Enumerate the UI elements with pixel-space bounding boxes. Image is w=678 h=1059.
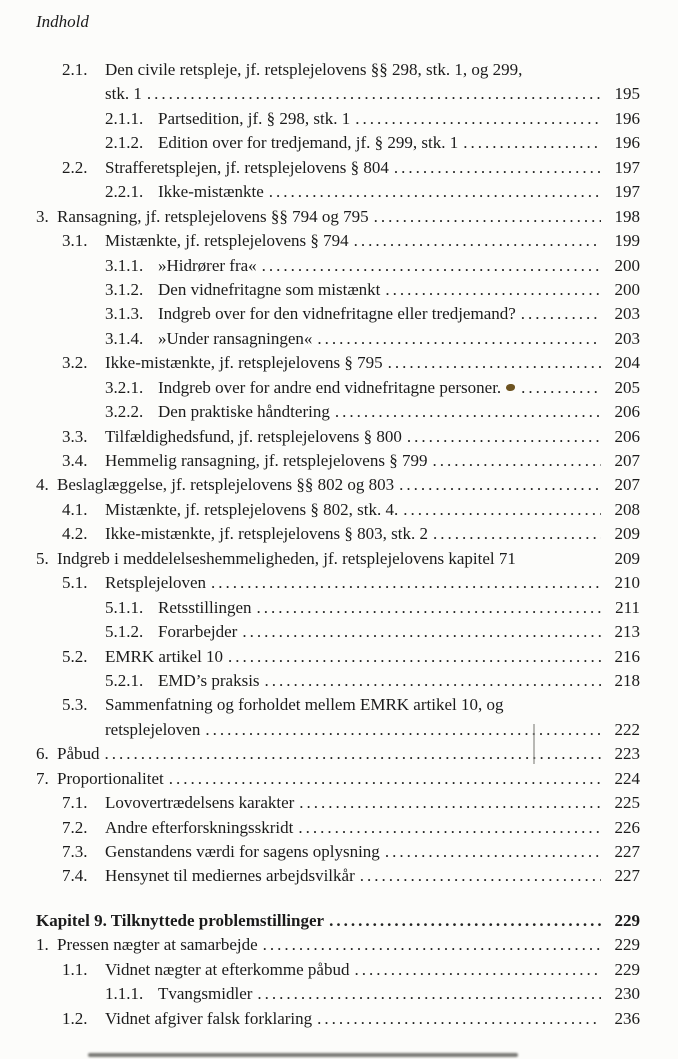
toc-row xyxy=(36,742,640,766)
toc-num: 3.1.2. xyxy=(105,279,144,299)
dot-leader xyxy=(374,205,601,229)
toc-num: 3. xyxy=(36,206,49,226)
toc-row xyxy=(36,278,640,302)
scan-edge-shadow xyxy=(88,1053,518,1057)
toc-title: Påbud xyxy=(57,744,100,764)
toc-title: Tvangsmidler xyxy=(158,984,253,1004)
toc-page: 224 xyxy=(614,768,640,788)
toc-page: 229 xyxy=(614,959,640,979)
toc-row xyxy=(36,596,640,620)
toc-num: 5.2. xyxy=(62,646,88,666)
toc-title: Lovovertrædelsens karakter xyxy=(105,793,295,813)
toc-num: 4. xyxy=(36,475,49,495)
toc-num: 5.1.2. xyxy=(105,622,144,642)
toc-title: Indgreb over for andre end vidnefritagne personer. xyxy=(158,377,502,397)
dot-leader xyxy=(205,718,601,742)
scan-artifact-line xyxy=(533,724,535,764)
toc-row xyxy=(36,693,640,717)
toc-title: Indgreb over for den vidnefritagne eller tredjemand? xyxy=(158,304,516,324)
toc-page: 225 xyxy=(614,793,640,813)
toc-num: 2.1.2. xyxy=(105,133,144,153)
toc-list xyxy=(36,58,640,1031)
toc-row xyxy=(36,767,640,791)
toc-page: 209 xyxy=(614,548,640,568)
toc-page: 203 xyxy=(614,328,640,348)
toc-page: 200 xyxy=(614,279,640,299)
toc-num: 3.1. xyxy=(62,231,88,251)
dot-leader xyxy=(394,156,601,180)
toc-title: Retsplejeloven xyxy=(105,573,207,593)
toc-title: Vidnet nægter at efterkomme påbud xyxy=(105,959,350,979)
dot-leader xyxy=(228,645,601,669)
toc-num: 6. xyxy=(36,744,49,764)
dot-leader xyxy=(388,351,601,375)
toc-row xyxy=(36,302,640,326)
toc-title: Sammenfatning og forholdet mellem EMRK artikel 10, og xyxy=(105,695,504,715)
toc-row xyxy=(36,473,640,497)
toc-row xyxy=(36,254,640,278)
toc-row xyxy=(36,522,640,546)
toc-title: Mistænkte, jf. retsplejelovens § 794 xyxy=(105,231,349,251)
toc-title: Indgreb i meddelelseshemmeligheden, jf. retsplejelovens kapitel 71 xyxy=(57,548,516,568)
toc-num: 1.1.1. xyxy=(105,984,144,1004)
dot-leader xyxy=(433,522,601,546)
toc-title: Partsedition, jf. § 298, stk. 1 xyxy=(158,108,351,128)
dot-leader xyxy=(211,571,601,595)
toc-page: 223 xyxy=(614,744,640,764)
toc-num: 3.1.3. xyxy=(105,304,144,324)
toc-title: stk. 1 xyxy=(105,84,142,104)
toc-row xyxy=(36,816,640,840)
toc-num: 7. xyxy=(36,768,49,788)
toc-row xyxy=(36,205,640,229)
toc-page: 197 xyxy=(614,182,640,202)
toc-row xyxy=(36,58,640,82)
toc-page: 213 xyxy=(614,622,640,642)
toc-title: Ikke-mistænkte, jf. retsplejelovens § 795 xyxy=(105,353,383,373)
toc-row xyxy=(36,131,640,155)
toc-num: 5.2.1. xyxy=(105,670,144,690)
toc-row xyxy=(36,933,640,957)
toc-num: 3.3. xyxy=(62,426,88,446)
toc-page: 207 xyxy=(614,475,640,495)
toc-title: Vidnet afgiver falsk forklaring xyxy=(105,1008,313,1028)
toc-title: Tilfældighedsfund, jf. retsplejelovens § 800 xyxy=(105,426,402,446)
dot-leader xyxy=(242,620,601,644)
dot-leader xyxy=(335,400,601,424)
toc-num: 7.2. xyxy=(62,817,88,837)
dot-leader xyxy=(521,376,601,400)
toc-page: 229 xyxy=(614,935,640,955)
toc-page: 227 xyxy=(614,842,640,861)
toc-page: 198 xyxy=(614,206,640,226)
toc-page: 227 xyxy=(614,866,640,886)
toc-page: 206 xyxy=(614,402,640,422)
toc-row xyxy=(36,327,640,351)
dot-leader xyxy=(262,254,601,278)
toc-title: Den praktiske håndtering xyxy=(158,402,330,422)
page-title: Indhold xyxy=(36,12,89,31)
toc-title: Mistænkte, jf. retsplejelovens § 802, stk. 4. xyxy=(105,499,399,519)
toc-row xyxy=(36,958,640,982)
toc-page: 196 xyxy=(614,108,640,128)
dot-leader xyxy=(360,864,601,888)
toc-page: 196 xyxy=(614,133,640,153)
toc-num: 7.1. xyxy=(62,793,88,813)
toc-num: 1. xyxy=(36,935,49,955)
toc-title: Proportionalitet xyxy=(57,768,164,788)
dot-leader xyxy=(463,131,601,155)
toc-row xyxy=(36,498,640,522)
toc-row xyxy=(36,376,640,400)
toc-num: 3.4. xyxy=(62,451,88,470)
toc-num: 5.1. xyxy=(62,573,88,593)
toc-title: Genstandens værdi for sagens oplysning xyxy=(105,842,380,861)
toc-page: 199 xyxy=(614,231,640,251)
toc-num: 3.1.1. xyxy=(105,255,144,275)
toc-row xyxy=(36,645,640,669)
dot-leader xyxy=(169,767,601,791)
dot-leader xyxy=(105,742,602,766)
toc-num: 7.3. xyxy=(62,842,88,861)
toc-page: 200 xyxy=(614,255,640,275)
toc-num: 5.1.1. xyxy=(105,597,144,617)
toc-page: 205 xyxy=(614,377,640,397)
dot-leader xyxy=(329,909,601,933)
scan-artifact xyxy=(506,384,515,391)
toc-row xyxy=(36,791,640,815)
toc-page: 209 xyxy=(614,524,640,544)
toc-page: 204 xyxy=(614,353,640,373)
toc-num: 7.4. xyxy=(62,866,88,886)
toc-row xyxy=(36,107,640,131)
toc-page: 216 xyxy=(614,646,640,666)
toc-title: Pressen nægter at samarbejde xyxy=(57,935,258,955)
dot-leader xyxy=(299,791,601,815)
toc-row xyxy=(36,718,640,742)
toc-title: Kapitel 9. Tilknyttede problemstillinger xyxy=(36,910,325,930)
toc-row xyxy=(36,351,640,375)
toc-page: 218 xyxy=(614,670,640,690)
toc-row xyxy=(36,864,640,888)
toc-page: 197 xyxy=(614,157,640,177)
toc-num: 1.1. xyxy=(62,959,88,979)
toc-page: 222 xyxy=(614,719,640,739)
toc-page: 208 xyxy=(614,499,640,519)
toc-row xyxy=(36,982,640,1006)
toc-num: 3.1.4. xyxy=(105,328,144,348)
dot-leader xyxy=(298,816,601,840)
toc-row xyxy=(36,229,640,253)
toc-page: 230 xyxy=(614,984,640,1004)
toc-row xyxy=(36,909,640,933)
toc-page: 195 xyxy=(614,84,640,104)
toc-title: Den vidnefritagne som mistænkt xyxy=(158,279,381,299)
dot-leader xyxy=(147,82,601,106)
toc-row xyxy=(36,620,640,644)
toc-num: 3.2. xyxy=(62,353,88,373)
toc-title: Beslaglæggelse, jf. retsplejelovens §§ 802 og 803 xyxy=(57,475,395,495)
toc-num: 2.1. xyxy=(62,60,88,79)
toc-num: 5. xyxy=(36,548,49,568)
toc-num: 5.3. xyxy=(62,695,88,715)
toc-row xyxy=(36,400,640,424)
toc-title: »Hidrører fra« xyxy=(158,255,257,275)
dot-leader xyxy=(263,933,601,957)
toc-page: 229 xyxy=(614,910,640,930)
toc-page: 211 xyxy=(615,597,640,617)
toc-title: EMRK artikel 10 xyxy=(105,646,224,666)
toc-title: Andre efterforskningsskridt xyxy=(105,817,294,837)
toc-page: 236 xyxy=(614,1008,640,1028)
toc-row xyxy=(36,669,640,693)
dot-leader xyxy=(317,327,601,351)
toc-page: 206 xyxy=(614,426,640,446)
toc-num: 3.2.1. xyxy=(105,377,144,397)
toc-title: Edition over for tredjemand, jf. § 299, stk. 1 xyxy=(158,133,459,153)
dot-leader xyxy=(257,982,601,1006)
dot-leader xyxy=(269,180,601,204)
dot-leader xyxy=(521,302,601,326)
toc-num: 1.2. xyxy=(62,1008,88,1028)
toc-title: retsplejeloven xyxy=(105,719,201,739)
toc-num: 4.1. xyxy=(62,499,88,519)
toc-row xyxy=(36,425,640,449)
toc-title: EMD’s praksis xyxy=(158,670,260,690)
toc-title: Hemmelig ransagning, jf. retsplejelovens § 799 xyxy=(105,451,428,470)
toc-title: Forarbejder xyxy=(158,622,238,642)
dot-leader xyxy=(399,473,601,497)
toc-row xyxy=(36,82,640,106)
toc-title: Ikke-mistænkte xyxy=(158,182,264,202)
dot-leader xyxy=(317,1007,601,1031)
toc-num: 4.2. xyxy=(62,524,88,544)
dot-leader xyxy=(355,107,601,131)
dot-leader xyxy=(265,669,601,693)
toc-title: Den civile retspleje, jf. retsplejelovens §§ 298, stk. 1, og 299, xyxy=(105,60,523,79)
toc-title: Ikke-mistænkte, jf. retsplejelovens § 803, stk. 2 xyxy=(105,524,428,544)
dot-leader xyxy=(385,278,601,302)
dot-leader xyxy=(407,425,601,449)
toc-page: 210 xyxy=(614,573,640,593)
dot-leader xyxy=(354,958,601,982)
dot-leader xyxy=(354,229,601,253)
dot-leader xyxy=(385,840,601,864)
toc-title: Strafferetsplejen, jf. retsplejelovens § 804 xyxy=(105,157,389,177)
toc-row xyxy=(36,156,640,180)
toc-num: 3.2.2. xyxy=(105,402,144,422)
toc-page: 207 xyxy=(614,451,640,470)
toc-row xyxy=(36,571,640,595)
toc-num: 2.1.1. xyxy=(105,108,144,128)
toc-page: 203 xyxy=(614,304,640,324)
toc-title: Ransagning, jf. retsplejelovens §§ 794 og 795 xyxy=(57,206,369,226)
dot-leader xyxy=(432,449,601,473)
toc-num: 2.2.1. xyxy=(105,182,144,202)
dot-leader xyxy=(257,596,602,620)
toc-page: 226 xyxy=(614,817,640,837)
toc-title: Retsstillingen xyxy=(158,597,252,617)
toc-row xyxy=(36,449,640,473)
toc-row xyxy=(36,1007,640,1031)
toc-title: Hensynet til mediernes arbejdsvilkår xyxy=(105,866,355,886)
toc-row xyxy=(36,840,640,864)
toc-row xyxy=(36,547,640,571)
dot-leader xyxy=(403,498,601,522)
toc-row xyxy=(36,180,640,204)
toc-title: »Under ransagningen« xyxy=(158,328,313,348)
toc-num: 2.2. xyxy=(62,157,88,177)
